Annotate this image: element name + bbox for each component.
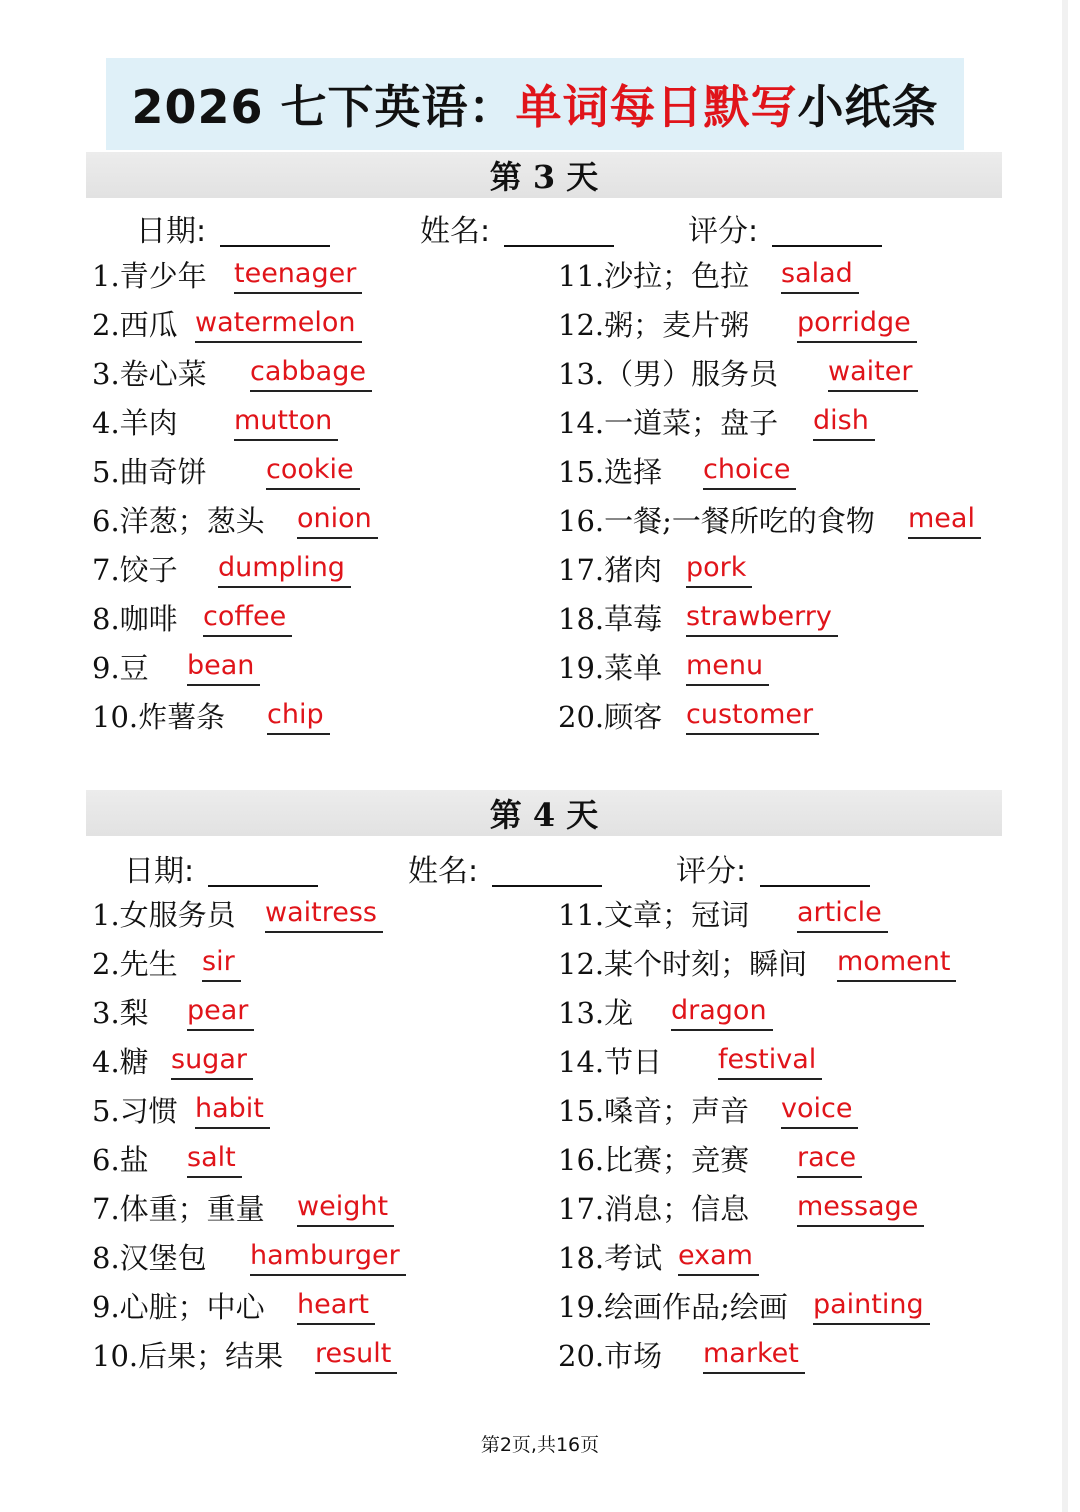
- chinese-meaning: 8.咖啡: [92, 602, 178, 636]
- chinese-meaning: 11.文章；冠词: [558, 898, 750, 932]
- english-answer[interactable]: watermelon: [195, 305, 362, 343]
- name-label: 姓名:: [420, 214, 491, 249]
- chinese-meaning: 14.一道菜；盘子: [558, 406, 779, 440]
- chinese-meaning: 4.糖: [92, 1045, 149, 1079]
- english-answer[interactable]: sir: [202, 944, 241, 982]
- english-answer[interactable]: market: [703, 1336, 805, 1374]
- chinese-meaning: 20.顾客: [558, 700, 663, 734]
- word-item: [558, 256, 998, 296]
- chinese-meaning: 5.曲奇饼: [92, 455, 207, 489]
- chinese-meaning: 18.草莓: [558, 602, 663, 636]
- english-answer[interactable]: salad: [781, 256, 859, 294]
- chinese-meaning: 6.洋葱；葱头: [92, 504, 265, 538]
- chinese-meaning: 8.汉堡包: [92, 1241, 207, 1275]
- english-answer[interactable]: strawberry: [686, 599, 838, 637]
- word-item: [92, 944, 532, 984]
- chinese-meaning: 10.炸薯条: [92, 700, 226, 734]
- word-item: [92, 599, 532, 639]
- english-answer[interactable]: chip: [267, 697, 330, 735]
- name-field[interactable]: [408, 846, 602, 890]
- name-label: 姓名:: [408, 854, 479, 889]
- chinese-meaning: 16.比赛；竞赛: [558, 1143, 750, 1177]
- word-item: [92, 1140, 532, 1180]
- chinese-meaning: 17.消息；信息: [558, 1192, 750, 1226]
- chinese-meaning: 7.体重；重量: [92, 1192, 265, 1226]
- score-label: 评分:: [688, 214, 759, 249]
- word-item: [558, 1140, 998, 1180]
- english-answer[interactable]: meal: [908, 501, 981, 539]
- chinese-meaning: 9.豆: [92, 651, 149, 685]
- score-field[interactable]: [676, 846, 870, 890]
- english-answer[interactable]: result: [315, 1336, 397, 1374]
- english-answer[interactable]: porridge: [797, 305, 917, 343]
- word-item: [92, 452, 532, 492]
- english-answer[interactable]: dragon: [671, 993, 773, 1031]
- word-item: [92, 501, 532, 541]
- english-answer[interactable]: pear: [187, 993, 254, 1031]
- english-answer[interactable]: salt: [187, 1140, 242, 1178]
- english-answer[interactable]: bean: [187, 648, 260, 686]
- score-blank[interactable]: [760, 861, 870, 887]
- chinese-meaning: 12.某个时刻；瞬间: [558, 947, 808, 981]
- english-answer[interactable]: message: [797, 1189, 924, 1227]
- word-item: [92, 403, 532, 443]
- chinese-meaning: 2.西瓜: [92, 308, 178, 342]
- word-item: [558, 1287, 998, 1327]
- chinese-meaning: 6.盐: [92, 1143, 149, 1177]
- chinese-meaning: 16.一餐;一餐所吃的食物: [558, 504, 875, 538]
- chinese-meaning: 15.选择: [558, 455, 663, 489]
- page-edge: [1062, 0, 1068, 1512]
- english-answer[interactable]: customer: [686, 697, 819, 735]
- english-answer[interactable]: sugar: [171, 1042, 253, 1080]
- word-item: [558, 1091, 998, 1131]
- date-label: 日期:: [124, 854, 195, 889]
- word-item: [558, 599, 998, 639]
- name-blank[interactable]: [504, 221, 614, 247]
- word-item: [558, 550, 998, 590]
- word-item: [558, 648, 998, 688]
- word-item: [558, 1189, 998, 1229]
- english-answer[interactable]: race: [797, 1140, 862, 1178]
- word-item: [558, 944, 998, 984]
- score-field[interactable]: [688, 206, 882, 250]
- name-blank[interactable]: [492, 861, 602, 887]
- english-answer[interactable]: pork: [686, 550, 752, 588]
- english-answer[interactable]: weight: [297, 1189, 394, 1227]
- word-item: [92, 1189, 532, 1229]
- chinese-meaning: 1.女服务员: [92, 898, 236, 932]
- english-answer[interactable]: teenager: [234, 256, 362, 294]
- english-answer[interactable]: painting: [813, 1287, 930, 1325]
- meta-row: [136, 206, 936, 249]
- english-answer[interactable]: mutton: [234, 403, 338, 441]
- english-answer[interactable]: habit: [195, 1091, 270, 1129]
- word-item: [558, 305, 998, 345]
- score-label: 评分:: [676, 854, 747, 889]
- score-blank[interactable]: [772, 221, 882, 247]
- word-item: [92, 648, 532, 688]
- date-label: 日期:: [136, 214, 207, 249]
- word-item: [92, 1287, 532, 1327]
- chinese-meaning: 5.习惯: [92, 1094, 178, 1128]
- word-item: [92, 1091, 532, 1131]
- english-answer[interactable]: waitress: [265, 895, 383, 933]
- title-suffix: 小纸条: [797, 80, 939, 134]
- english-answer[interactable]: article: [797, 895, 888, 933]
- word-item: [92, 550, 532, 590]
- chinese-meaning: 19.菜单: [558, 651, 663, 685]
- chinese-meaning: 19.绘画作品;绘画: [558, 1290, 788, 1324]
- english-answer[interactable]: cabbage: [250, 354, 372, 392]
- chinese-meaning: 11.沙拉；色拉: [558, 259, 750, 293]
- chinese-meaning: 13.龙: [558, 996, 634, 1030]
- chinese-meaning: 17.猪肉: [558, 553, 663, 587]
- chinese-meaning: 9.心脏；中心: [92, 1290, 265, 1324]
- english-answer[interactable]: dumpling: [218, 550, 351, 588]
- word-item: [558, 403, 998, 443]
- english-answer[interactable]: cookie: [266, 452, 360, 490]
- chinese-meaning: 14.节日: [558, 1045, 663, 1079]
- word-item: [92, 305, 532, 345]
- english-answer[interactable]: onion: [297, 501, 378, 539]
- word-item: [558, 993, 998, 1033]
- day-header: 第 3 天: [86, 152, 1002, 198]
- chinese-meaning: 20.市场: [558, 1339, 663, 1373]
- title-highlight: 单词每日默写: [515, 80, 798, 134]
- english-answer[interactable]: festival: [718, 1042, 822, 1080]
- english-answer[interactable]: menu: [686, 648, 769, 686]
- date-blank[interactable]: [220, 221, 330, 247]
- date-blank[interactable]: [208, 861, 318, 887]
- name-field[interactable]: [420, 206, 614, 250]
- page-title: [106, 58, 964, 150]
- english-answer[interactable]: coffee: [203, 599, 292, 637]
- chinese-meaning: 13.（男）服务员: [558, 357, 779, 391]
- word-item: [92, 993, 532, 1033]
- word-item: [558, 1336, 998, 1376]
- word-item: [92, 1238, 532, 1278]
- word-item: [92, 697, 532, 737]
- english-answer[interactable]: waiter: [828, 354, 918, 392]
- word-item: [558, 452, 998, 492]
- word-item: [92, 1042, 532, 1082]
- word-item: [92, 354, 532, 394]
- word-item: [558, 895, 998, 935]
- word-item: [92, 1336, 532, 1376]
- english-answer[interactable]: hamburger: [250, 1238, 406, 1276]
- english-answer[interactable]: heart: [297, 1287, 375, 1325]
- page-number: 第2页,共16页: [480, 1434, 600, 1456]
- word-item: [558, 354, 998, 394]
- chinese-meaning: 10.后果；结果: [92, 1339, 284, 1373]
- chinese-meaning: 4.羊肉: [92, 406, 178, 440]
- date-field[interactable]: [136, 206, 330, 250]
- title-prefix: 2026 七下英语：: [131, 80, 516, 134]
- chinese-meaning: 3.卷心菜: [92, 357, 207, 391]
- english-answer[interactable]: voice: [781, 1091, 858, 1129]
- chinese-meaning: 2.先生: [92, 947, 178, 981]
- chinese-meaning: 7.饺子: [92, 553, 178, 587]
- word-item: [558, 1238, 998, 1278]
- word-item: [558, 697, 998, 737]
- date-field[interactable]: [124, 846, 318, 890]
- chinese-meaning: 3.梨: [92, 996, 149, 1030]
- english-answer[interactable]: choice: [703, 452, 796, 490]
- chinese-meaning: 12.粥；麦片粥: [558, 308, 750, 342]
- word-item: [92, 256, 532, 296]
- english-answer[interactable]: dish: [813, 403, 875, 441]
- word-item: [558, 501, 998, 541]
- meta-row: [124, 846, 924, 889]
- english-answer[interactable]: exam: [678, 1238, 759, 1276]
- chinese-meaning: 18.考试: [558, 1241, 663, 1275]
- word-item: [92, 895, 532, 935]
- word-item: [558, 1042, 998, 1082]
- chinese-meaning: 15.嗓音；声音: [558, 1094, 750, 1128]
- chinese-meaning: 1.青少年: [92, 259, 207, 293]
- english-answer[interactable]: moment: [837, 944, 956, 982]
- day-header: 第 4 天: [86, 790, 1002, 836]
